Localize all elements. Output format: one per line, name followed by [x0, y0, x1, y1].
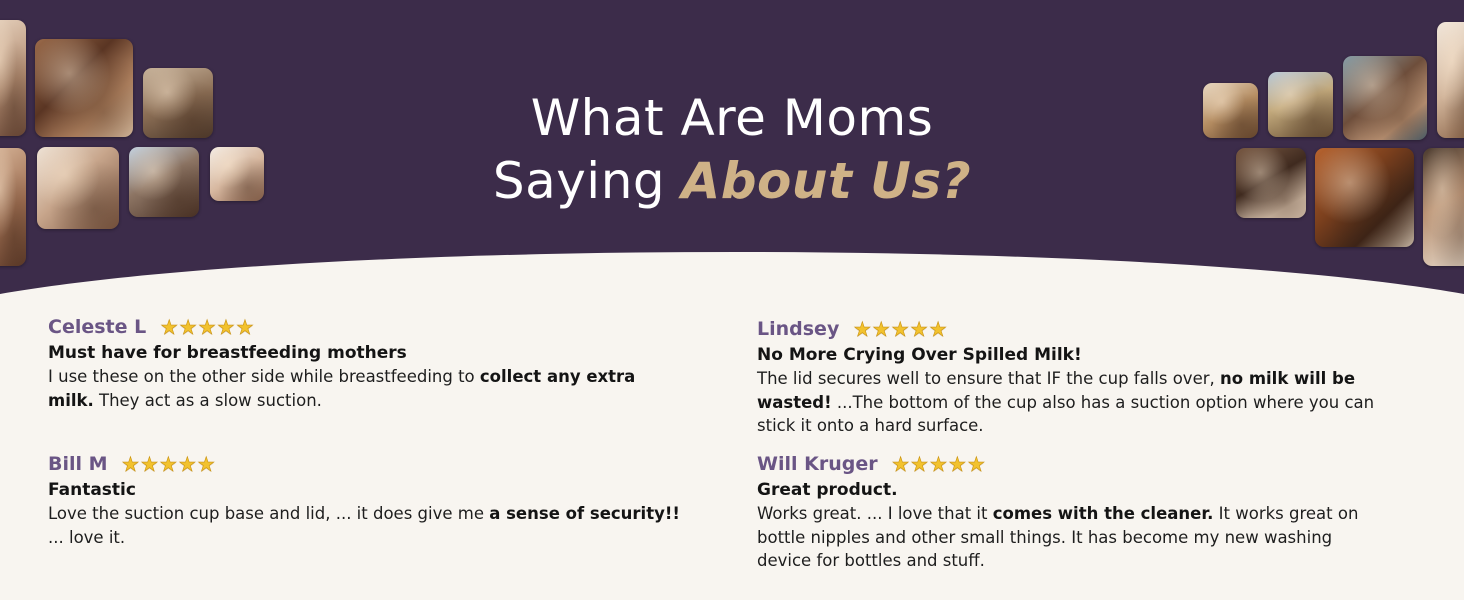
reviewer-name: Bill M: [48, 453, 108, 475]
star-icon: ★: [891, 452, 910, 476]
review-text: bottle nipples and other small things. It has become my new washing: [757, 527, 1333, 547]
review-card: [757, 316, 1374, 438]
star-icon: ★: [160, 315, 179, 339]
review-highlight: collect any extra: [479, 367, 636, 386]
review-card: [757, 451, 1358, 573]
review-highlight: no milk will be: [1220, 369, 1356, 388]
photo-mother-breastfeeding: [0, 20, 26, 136]
star-icon: ★: [929, 317, 948, 341]
page-title-prefix: Saying: [492, 152, 682, 210]
review-text: ...The bottom of the cup also has a suction option where you can: [831, 392, 1375, 412]
review-text: They act as a slow suction.: [93, 390, 322, 410]
photo-mother-nursing-baby: [0, 148, 26, 266]
photo-nursing-mother: [1203, 83, 1258, 138]
star-rating: [160, 317, 255, 337]
review-text: It works great on: [1213, 504, 1359, 523]
star-icon: ★: [929, 452, 948, 476]
star-icon: ★: [853, 317, 872, 341]
review-text: I use these on the other side while breastfeeding to: [48, 367, 480, 386]
star-icon: ★: [967, 452, 986, 476]
star-icon: ★: [910, 452, 929, 476]
review-highlight: a sense of security!!: [489, 504, 680, 523]
page-title-line-1: What Are Moms: [530, 89, 934, 147]
star-icon: ★: [179, 315, 198, 339]
page-title-accent: About Us?: [681, 152, 972, 210]
photo-mother-baby-close-up: [37, 147, 119, 229]
photo-mother-holding-baby: [1423, 148, 1464, 266]
star-rating: [892, 454, 987, 474]
photo-mother-nursing-baby: [1268, 72, 1333, 137]
star-icon: ★: [197, 452, 216, 476]
photo-smiling-mother: [129, 147, 199, 217]
photo-mother-with-baby-outdoors: [143, 68, 213, 138]
review-body: [757, 502, 1358, 573]
review-body-line: [757, 391, 1374, 415]
review-body-line: [48, 389, 635, 413]
review-body-line: [757, 367, 1374, 391]
star-icon: ★: [948, 452, 967, 476]
star-icon: ★: [891, 317, 910, 341]
photo-mother-with-baby-doorway: [1315, 148, 1414, 247]
review-title: Great product.: [757, 480, 898, 500]
reviewer-name: Celeste L: [48, 316, 147, 338]
review-body: [48, 365, 635, 412]
star-icon: ★: [198, 315, 217, 339]
page-title-line-2: [382, 149, 1082, 213]
photo-father-with-baby: [1343, 56, 1427, 140]
review-body: [48, 502, 680, 549]
review-highlight: milk.: [48, 390, 94, 410]
review-body: [757, 367, 1374, 438]
review-title: No More Crying Over Spilled Milk!: [757, 345, 1082, 365]
review-highlight: wasted!: [757, 392, 832, 412]
review-text: ... love it.: [48, 527, 126, 547]
review-text: stick it onto a hard surface.: [757, 416, 984, 435]
star-icon: ★: [178, 452, 197, 476]
review-body-line: [48, 526, 680, 550]
review-card: [48, 451, 680, 549]
star-icon: ★: [140, 452, 159, 476]
photo-mother-nursing-baby: [1236, 148, 1306, 218]
star-rating: [853, 319, 948, 339]
star-rating: [122, 454, 217, 474]
photo-mother-holding-baby: [35, 39, 133, 137]
review-body-line: [757, 414, 1374, 438]
star-icon: ★: [235, 315, 254, 339]
reviewer-name: Will Kruger: [757, 453, 878, 475]
photo-mother-laughing: [210, 147, 264, 201]
star-icon: ★: [121, 452, 140, 476]
review-body-line: [48, 502, 680, 526]
review-highlight: comes with the cleaner.: [992, 504, 1214, 523]
review-body-line: [757, 549, 1358, 573]
review-text: Works great. ... I love that it: [757, 504, 993, 523]
review-body-line: [757, 502, 1358, 526]
review-body-line: [757, 526, 1358, 550]
review-text: Love the suction cup base and lid, ... it does give me: [48, 504, 490, 523]
star-icon: ★: [910, 317, 929, 341]
star-icon: ★: [872, 317, 891, 341]
review-body-line: [48, 365, 635, 389]
review-text: The lid secures well to ensure that IF the cup falls over,: [757, 369, 1220, 388]
review-text: device for bottles and stuff.: [757, 551, 985, 570]
reviewer-name: Lindsey: [757, 318, 840, 340]
review-title: Fantastic: [48, 480, 136, 500]
review-card: [48, 314, 635, 412]
star-icon: ★: [159, 452, 178, 476]
photo-mother-breastfeeding: [1437, 22, 1464, 138]
review-title: Must have for breastfeeding mothers: [48, 343, 407, 363]
star-icon: ★: [217, 315, 235, 339]
